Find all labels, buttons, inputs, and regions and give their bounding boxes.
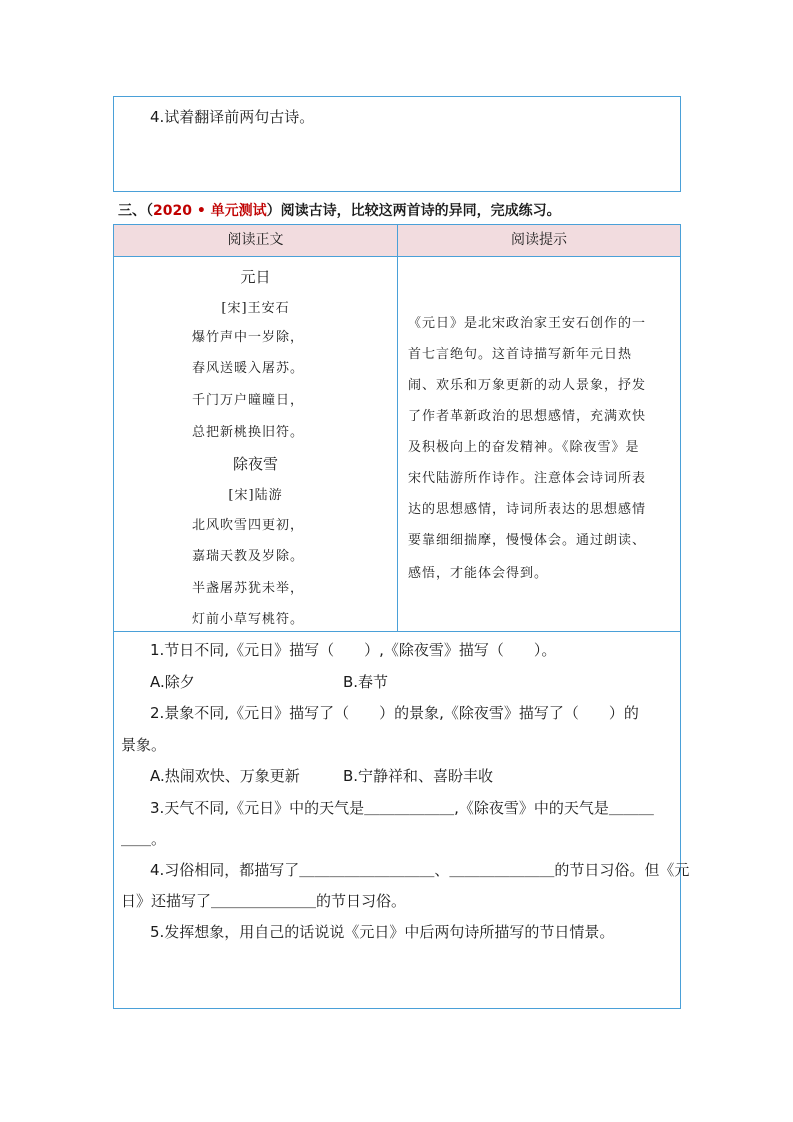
section-3-prefix: 三、（ (118, 203, 153, 219)
question-4-line-1: 4.习俗相同，都描写了＿＿＿＿＿＿＿＿＿、＿＿＿＿＿＿＿的节日习俗。但《元 (150, 861, 690, 879)
table-column-divider (397, 224, 398, 632)
hint-line-8: 要靠细细揣摩，慢慢体会。通过朗读、 (408, 533, 647, 548)
question-4-line-2: 日》还描写了＿＿＿＿＿＿＿的节日习俗。 (121, 892, 407, 910)
question-3-line-2: ＿＿。 (121, 830, 167, 848)
poem-1-line-3: 千门万户曈曈日， (192, 393, 305, 408)
poem-1-line-1: 爆竹声中一岁除， (192, 330, 305, 345)
question-1-option-b: B.春节 (343, 673, 389, 691)
section-3-instruction: ）阅读古诗，比较这两首诗的异同，完成练习。 (266, 203, 561, 219)
hint-line-7: 达的思想感情，诗词所表达的思想感情 (408, 502, 647, 517)
poem-2-line-1: 北风吹雪四更初， (192, 518, 305, 533)
poem-2-author: [宋]陆游 (228, 488, 283, 503)
poem-1-line-2: 春风送暖入屠苏。 (192, 361, 305, 376)
header-reading-hint: 阅读提示 (398, 225, 680, 256)
poem-2-line-2: 嘉瑞天教及岁除。 (192, 549, 305, 564)
hint-line-6: 宋代陆游所作诗作。注意体会诗词所表 (408, 471, 647, 486)
poem-1-line-4: 总把新桃换旧符。 (192, 425, 305, 440)
poem-1-author: [宋]王安石 (221, 301, 290, 316)
poem-2-line-4: 灯前小草写桃符。 (192, 612, 305, 627)
hint-line-4: 了作者革新政治的思想感情，充满欢快 (408, 409, 647, 424)
poem-1-title: 元日 (240, 268, 271, 286)
poem-2-line-3: 半盏屠苏犹未举， (192, 581, 305, 596)
section-3-heading (118, 200, 561, 220)
question-2-option-b: B.宁静祥和、喜盼丰收 (343, 767, 494, 785)
question-1-option-a: A.除夕 (150, 673, 195, 691)
section-3-source: 2020 • 单元测试 (153, 203, 267, 219)
question-4-text: 4.试着翻译前两句古诗。 (150, 108, 315, 126)
question-2-line-2: 景象。 (121, 736, 167, 754)
hint-line-5: 及积极向上的奋发精神。《除夜雪》是 (408, 440, 640, 455)
question-4-box (113, 96, 681, 192)
hint-line-1: 《元日》是北宋政治家王安石创作的一 (408, 316, 647, 331)
poem-2-title: 除夜雪 (232, 455, 278, 473)
hint-line-2: 首七言绝句。这首诗描写新年元日热 (408, 347, 633, 362)
question-3-line-1: 3.天气不同,《元日》中的天气是＿＿＿＿＿＿,《除夜雪》中的天气是＿＿＿ (150, 799, 654, 817)
header-reading-text: 阅读正文 (114, 225, 397, 256)
hint-line-3: 闹、欢乐和万象更新的动人景象，抒发 (408, 378, 647, 393)
question-2-line-1: 2.景象不同,《元日》描写了（ ）的景象,《除夜雪》描写了（ ）的 (150, 704, 639, 722)
hint-line-9: 感悟，才能体会得到。 (408, 566, 549, 581)
question-2-option-a: A.热闹欢快、万象更新 (150, 767, 300, 785)
questions-box (113, 631, 681, 1009)
question-5: 5.发挥想象，用自己的话说说《元日》中后两句诗所描写的节日情景。 (150, 923, 615, 941)
question-1: 1.节日不同,《元日》描写（ ）,《除夜雪》描写（ ）。 (150, 641, 557, 659)
